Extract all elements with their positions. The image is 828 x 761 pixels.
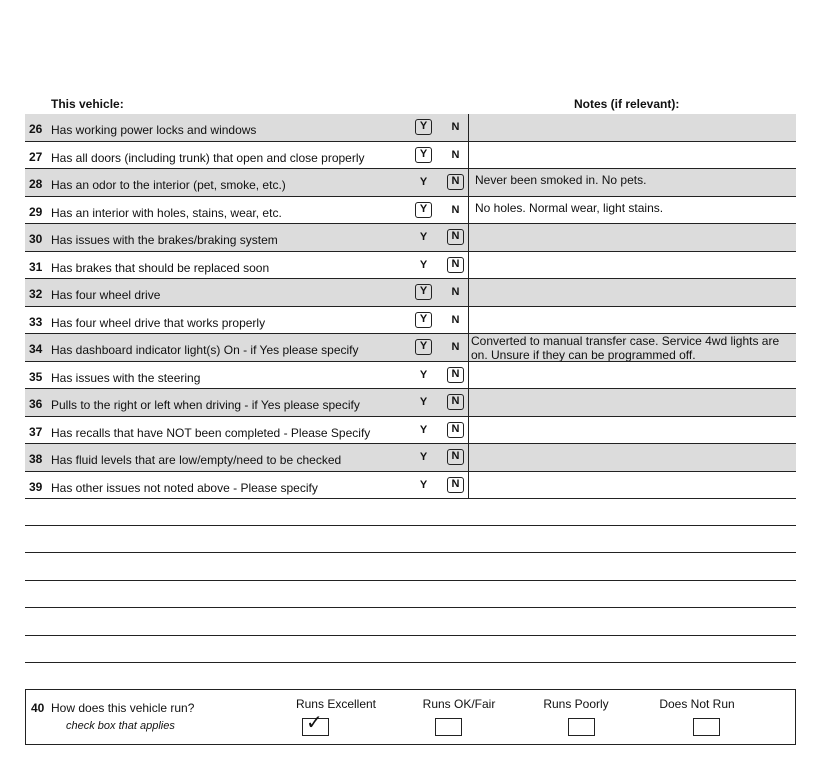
question-number: 30 xyxy=(29,232,43,246)
notes-cell[interactable] xyxy=(468,472,796,499)
question-text: Has dashboard indicator light(s) On - if Yes please specify xyxy=(51,343,359,357)
yes-option[interactable]: Y xyxy=(415,284,432,300)
question-text: Has brakes that should be replaced soon xyxy=(51,260,270,275)
question-number: 35 xyxy=(29,369,43,384)
yes-option[interactable]: Y xyxy=(415,339,432,355)
note-text: No holes. Normal wear, light stains. xyxy=(475,200,664,215)
run-option-checkbox[interactable] xyxy=(302,712,329,736)
question-cell xyxy=(25,472,468,499)
question-instruction: check box that applies xyxy=(66,720,175,732)
notes-cell[interactable] xyxy=(468,252,796,279)
question-cell xyxy=(25,169,468,196)
question-cell xyxy=(25,252,468,279)
notes-cell[interactable] xyxy=(468,362,796,389)
run-option-label: Runs Poorly xyxy=(543,697,609,711)
checklist-row xyxy=(25,142,796,170)
question-number: 36 xyxy=(29,397,43,411)
no-option[interactable]: N xyxy=(447,174,464,190)
checklist-row xyxy=(25,417,796,445)
yes-option[interactable]: Y xyxy=(419,423,428,436)
question-number: 33 xyxy=(29,314,43,329)
question-text: How does this vehicle run? xyxy=(51,701,195,715)
notes-cell[interactable] xyxy=(468,444,796,471)
question-cell xyxy=(25,334,468,361)
question-text: Has all doors (including trunk) that open and close properly xyxy=(51,150,365,165)
question-number: 29 xyxy=(29,204,43,219)
question-cell xyxy=(25,417,468,444)
yes-option[interactable]: Y xyxy=(415,119,432,135)
checklist-row xyxy=(25,362,796,390)
no-option[interactable]: N xyxy=(451,341,460,353)
yes-option[interactable]: Y xyxy=(419,451,428,463)
yes-option[interactable]: Y xyxy=(419,396,428,408)
question-text: Has issues with the steering xyxy=(51,370,201,385)
question-number: 37 xyxy=(29,424,43,439)
notes-cell[interactable] xyxy=(468,197,796,224)
checklist-row xyxy=(25,307,796,335)
question-text: Has fluid levels that are low/empty/need to be checked xyxy=(51,453,342,467)
notes-header: Notes (if relevant): xyxy=(574,97,680,111)
question-40-box xyxy=(25,689,796,745)
question-cell xyxy=(25,142,468,169)
checklist-row xyxy=(25,197,796,225)
question-number: 40 xyxy=(31,701,45,715)
question-text: Pulls to the right or left when driving - if Yes please specify xyxy=(51,398,360,412)
question-number: 28 xyxy=(29,177,43,191)
yes-option[interactable]: Y xyxy=(419,478,428,491)
no-option[interactable]: N xyxy=(451,286,460,298)
vehicle-header: This vehicle: xyxy=(51,97,124,111)
question-text: Has issues with the brakes/braking system xyxy=(51,233,278,247)
notes-cell[interactable] xyxy=(468,114,796,141)
question-cell xyxy=(25,362,468,389)
no-option[interactable]: N xyxy=(447,477,464,493)
no-option[interactable]: N xyxy=(451,148,460,161)
run-option-checkbox[interactable] xyxy=(693,718,720,736)
question-text: Has an odor to the interior (pet, smoke, etc.) xyxy=(51,178,286,192)
run-option-checkbox[interactable] xyxy=(435,718,462,736)
notes-cell[interactable] xyxy=(468,279,796,306)
notes-cell[interactable] xyxy=(468,307,796,334)
question-number: 27 xyxy=(29,149,43,164)
notes-cell[interactable] xyxy=(468,389,796,416)
no-option[interactable]: N xyxy=(451,203,460,216)
checklist-row xyxy=(25,334,796,362)
run-option-label: Does Not Run xyxy=(659,697,735,711)
checklist-row xyxy=(25,224,796,252)
no-option[interactable]: N xyxy=(447,449,464,465)
checklist-row xyxy=(25,169,796,197)
question-text: Has four wheel drive xyxy=(51,288,161,302)
yes-option[interactable]: Y xyxy=(415,202,432,218)
notes-cell[interactable] xyxy=(468,169,796,196)
question-cell xyxy=(25,279,468,306)
yes-option[interactable]: Y xyxy=(419,231,428,243)
note-text: Never been smoked in. No pets. xyxy=(475,173,647,187)
question-number: 34 xyxy=(29,342,43,356)
yes-option[interactable]: Y xyxy=(415,147,432,163)
checklist-row xyxy=(25,389,796,417)
check-mark-icon: ✓ xyxy=(306,712,323,734)
question-number: 26 xyxy=(29,122,43,136)
question-cell xyxy=(25,307,468,334)
notes-cell[interactable] xyxy=(468,224,796,251)
notes-cell[interactable] xyxy=(468,142,796,169)
question-cell xyxy=(25,444,468,471)
question-text: Has recalls that have NOT been completed - Please Specify xyxy=(51,425,371,440)
question-text: Has four wheel drive that works properly xyxy=(51,315,266,330)
notes-cell[interactable] xyxy=(468,334,796,361)
question-cell xyxy=(25,389,468,416)
no-option[interactable]: N xyxy=(447,257,464,273)
note-text: Converted to manual transfer case. Service 4wd lights are on. Unsure if they can be programmed off. xyxy=(471,334,780,361)
blank-line xyxy=(25,662,796,663)
no-option[interactable]: N xyxy=(451,121,460,133)
question-cell xyxy=(25,224,468,251)
run-option-label: Runs Excellent xyxy=(295,697,377,711)
no-option[interactable]: N xyxy=(451,313,460,326)
blank-line xyxy=(25,635,796,636)
checklist-row xyxy=(25,279,796,307)
yes-option[interactable]: Y xyxy=(419,368,428,381)
question-number: 38 xyxy=(29,452,43,466)
run-option-label: Runs OK/Fair xyxy=(422,697,496,711)
no-option[interactable]: N xyxy=(447,394,464,410)
blank-line xyxy=(25,525,796,526)
checklist-row xyxy=(25,252,796,280)
checklist-row xyxy=(25,444,796,472)
checklist-row xyxy=(25,472,796,500)
question-number: 39 xyxy=(29,479,43,494)
question-cell xyxy=(25,114,468,141)
vehicle-checklist xyxy=(25,114,796,499)
blank-line xyxy=(25,580,796,581)
no-option[interactable]: N xyxy=(447,229,464,245)
no-option[interactable]: N xyxy=(447,422,464,438)
question-number: 31 xyxy=(29,259,43,274)
no-option[interactable]: N xyxy=(447,367,464,383)
question-number: 32 xyxy=(29,287,43,301)
question-text: Has working power locks and windows xyxy=(51,123,257,137)
question-cell xyxy=(25,197,468,224)
blank-line xyxy=(25,552,796,553)
yes-option[interactable]: Y xyxy=(415,312,432,328)
yes-option[interactable]: Y xyxy=(419,176,428,188)
yes-option[interactable]: Y xyxy=(419,258,428,271)
run-option-checkbox[interactable] xyxy=(568,718,595,736)
checklist-row xyxy=(25,114,796,142)
blank-line xyxy=(25,607,796,608)
question-text: Has other issues not noted above - Please specify xyxy=(51,480,318,495)
notes-cell[interactable] xyxy=(468,417,796,444)
question-text: Has an interior with holes, stains, wear, etc. xyxy=(51,205,282,220)
